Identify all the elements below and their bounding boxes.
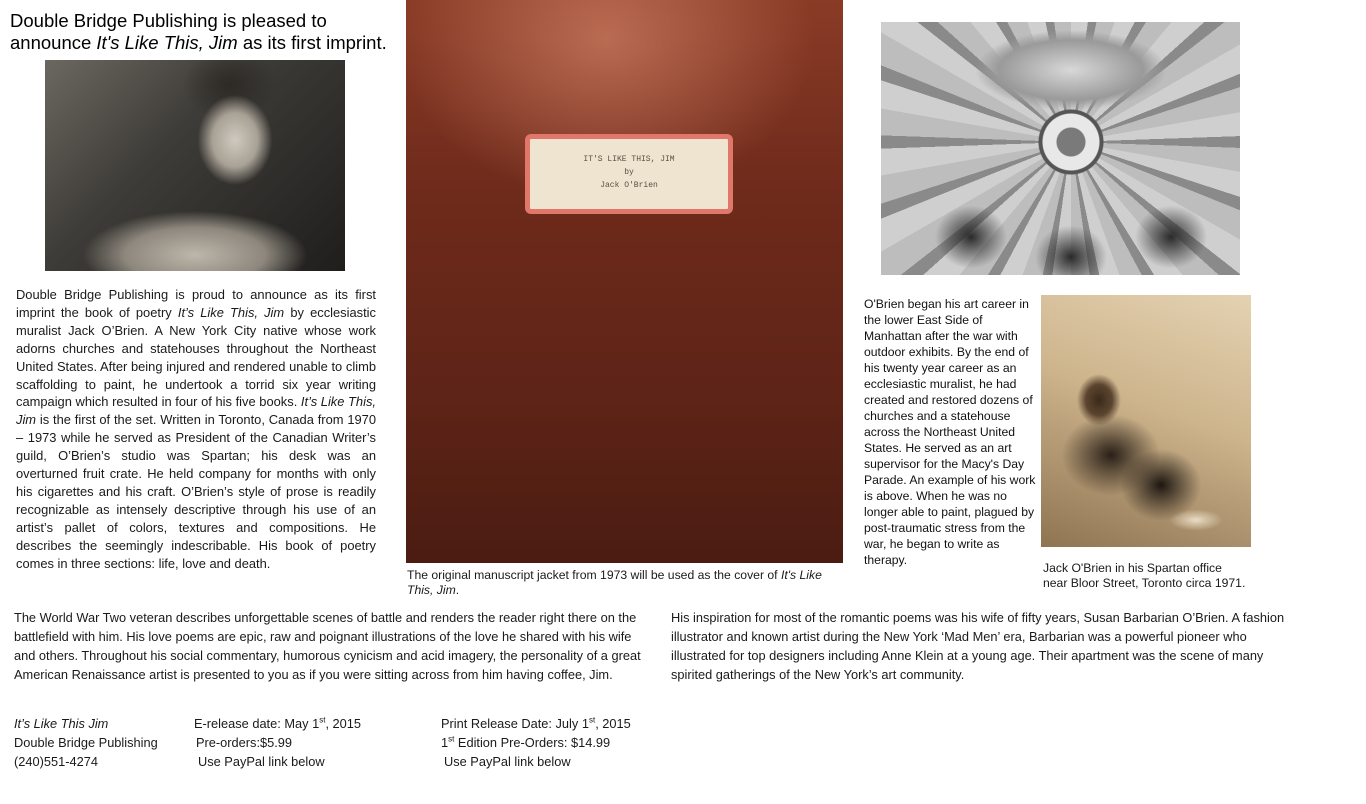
jacket-label-by: by — [624, 168, 634, 177]
edition-prefix: 1 — [441, 735, 449, 750]
info-column-print — [441, 714, 631, 771]
church-dome-mural-photo — [881, 22, 1240, 275]
bio-title-1: It’s Like This, Jim — [177, 304, 285, 320]
edition-suffix: Edition Pre-Orders: $14.99 — [454, 735, 611, 750]
jacket-label-author: Jack O'Brien — [600, 181, 658, 190]
info-book-title: It’s Like This Jim — [14, 716, 109, 731]
erelease-suffix: , 2015 — [325, 716, 362, 731]
info-publisher: Double Bridge Publishing — [14, 735, 158, 750]
erelease-prefix: E-release date: May 1 — [194, 716, 320, 731]
office-photo — [1041, 295, 1251, 547]
jacket-caption-end: . — [455, 583, 460, 597]
info-print-paypal-link[interactable]: Use PayPal link below — [444, 754, 571, 769]
headline — [10, 10, 405, 54]
bio-text-1: Double Bridge Publishing is proud to announce as its first imprint the book of poetry — [16, 287, 376, 320]
edition-sup: st — [448, 734, 455, 744]
bio-text-2: by ecclesiastic muralist Jack O’Brien. A New York City native whose work adorns churches and statehouses throughout the Northeast United States. After being injured and rendered unable to climb scaffolding to paint, he undertook a torrid six year writing campaign which resulted in four of his five books. — [16, 304, 376, 410]
jacket-caption-text: The original manuscript jacket from 1973 will be used as the cover of — [407, 568, 781, 582]
bio-paragraph — [16, 286, 376, 573]
info-column-ebook — [194, 714, 361, 771]
jacket-label-title: IT'S LIKE THIS, JIM — [583, 155, 675, 164]
office-caption-line2: near Bloor Street, Toronto circa 1971. — [1043, 576, 1246, 590]
info-ebook-preorders: Pre-orders:$5.99 — [196, 735, 293, 750]
headline-prefix: announce — [10, 32, 97, 53]
info-print-preorders — [441, 733, 631, 752]
print-sup: st — [588, 715, 596, 725]
headline-suffix: as its first imprint. — [237, 32, 387, 53]
info-print-release-date — [441, 714, 631, 733]
erelease-sup: st — [319, 715, 326, 725]
headline-line2 — [10, 32, 405, 54]
info-column-publisher — [14, 714, 158, 771]
jacket-label — [525, 134, 733, 214]
print-suffix: , 2015 — [595, 716, 631, 731]
bio-title-2: It’s Like This, Jim — [16, 394, 376, 428]
author-portrait-photo — [45, 60, 345, 271]
war-paragraph: The World War Two veteran describes unforgettable scenes of battle and renders the reader right there on the battlefield with him. His love poems are epic, raw and poignant illustrations of the love he shared with his wife and others. Throughout his social commentary, humorous cynicism and acid imagery, the personality of a great American Renaissance artist is presented to you as if you were sitting across from him having coffee, Jim. — [14, 610, 641, 682]
jacket-caption-title: It's Like This, Jim — [407, 568, 822, 597]
romance-paragraph: His inspiration for most of the romantic poems was his wife of fifty years, Susan Barbarian O’Brien. A fashion illustrator and known artist during the New York ‘Mad Men’ era, Barbarian was a powerful pioneer who illustrated for top designers including Anne Klein at a young age. Their apartment was the scene of many spirited gatherings of the New York’s art community. — [671, 610, 1285, 682]
office-caption-line1: Jack O'Brien in his Spartan office — [1043, 561, 1222, 575]
print-prefix: Print Release Date: July 1 — [441, 716, 589, 731]
career-paragraph: O'Brien began his art career in the lower East Side of Manhattan after the war with outdoor exhibits. By the end of his twenty year career as an ecclesiastic muralist, he had created and restored dozens of churches and a statehouse across the Northeast United States. He served as an art supervisor for the Macy's Day Parade. An example of his work is above. When he was no longer able to paint, plagued by post-traumatic stress from the war, he began to write as therapy. — [864, 297, 1036, 567]
headline-book-title: It's Like This, Jim — [96, 32, 238, 53]
manuscript-jacket-photo — [406, 0, 843, 563]
info-phone: (240)551-4274 — [14, 754, 98, 769]
office-caption — [1043, 561, 1283, 591]
info-ebook-paypal-link[interactable]: Use PayPal link below — [198, 754, 325, 769]
info-erelease-date — [194, 714, 361, 733]
bio-text-3: is the first of the set. Written in Toronto, Canada from 1970 – 1973 while he served as President of the Canadian Writer’s guild, O’Brien’s studio was Spartan; his desk was an overturned fruit crate. He held company for months with only his cigarettes and his craft. O’Brien’s style of prose is readily recognizable as intensely descriptive through his use of an artist’s pallet of colors, textures and compositions. He describes the seemingly indescribable. His book of poetry comes in three sections: life, love and death. — [16, 412, 376, 571]
jacket-caption — [407, 568, 832, 598]
headline-line1: Double Bridge Publishing is pleased to — [10, 10, 327, 31]
